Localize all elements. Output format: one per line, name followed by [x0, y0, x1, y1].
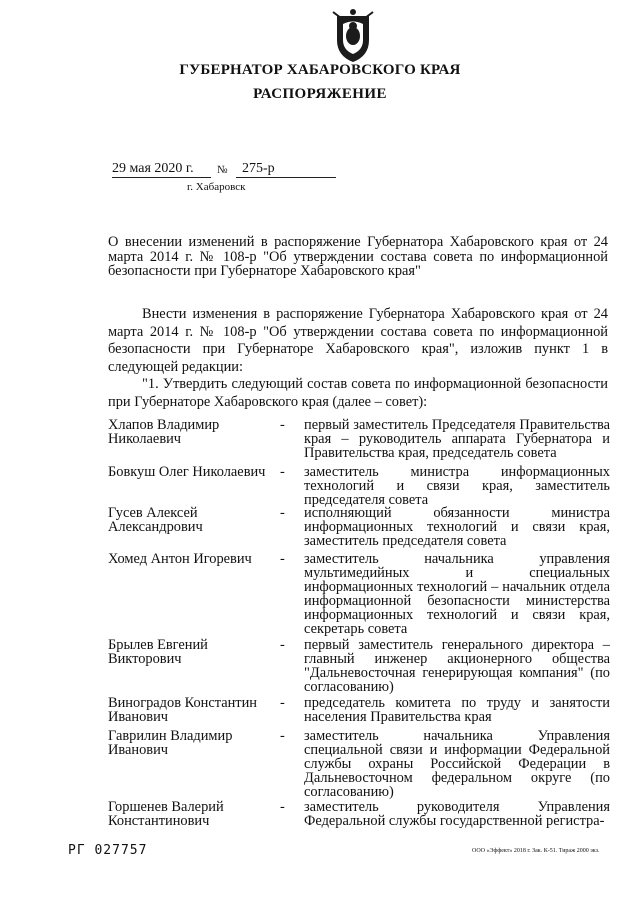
coat-of-arms-emblem	[323, 6, 383, 66]
member-dash: -	[280, 728, 285, 744]
document-subject: О внесении изменений в распоряжение Губернатора Хабаровского края от 24 марта 2014 г. № 108-р "Об утверждении состава совета по информационной безопасности при Губернаторе Хабаровского края"	[108, 234, 608, 279]
member-row	[108, 696, 616, 729]
member-row	[108, 729, 616, 800]
member-name: Брылев Евгений Викторович	[108, 637, 208, 667]
issuer-title: ГУБЕРНАТОР ХАБАРОВСКОГО КРАЯ	[179, 62, 461, 78]
member-name: Виноградов Константин Иванович	[108, 695, 258, 725]
member-name: Хлапов Владимир Николаевич	[108, 417, 220, 447]
number-sign: №	[217, 164, 228, 176]
member-row	[108, 638, 616, 696]
document-type: РАСПОРЯЖЕНИЕ	[253, 86, 387, 102]
document-number: 275-р	[236, 161, 336, 178]
member-name: Гаврилин Владимир Иванович	[108, 728, 233, 758]
member-dash: -	[280, 505, 285, 521]
document-city: г. Хабаровск	[187, 181, 246, 193]
member-position: первый заместитель генерального директора – главный инженер акционерного общества "Дальневосточная генерирующая компания" (по согласованию)	[304, 637, 610, 695]
document-date: 29 мая 2020 г.	[112, 161, 211, 178]
document-body	[108, 306, 608, 411]
form-serial-code: РГ 027757	[68, 843, 148, 858]
member-position: заместитель начальника управления мультимедийных и специальных информационных технологий – начальник отдела информационной безопасности министерства информационных технологий и связи края, секретарь совета	[304, 551, 610, 637]
body-paragraph-2: "1. Утвердить следующий состав совета по информационной безопасности при Губернаторе Хабаровского края (далее – совет):	[108, 376, 608, 410]
member-name: Хомед Антон Игоревич	[108, 551, 252, 567]
member-dash: -	[280, 695, 285, 711]
member-row	[108, 800, 616, 830]
member-position: председатель комитета по труду и занятости населения Правительства края	[304, 695, 610, 725]
member-position: заместитель министра информационных технологий и связи края, заместитель председателя совета	[304, 464, 610, 508]
member-row	[108, 465, 616, 506]
member-position: заместитель начальника Управления специальной связи и информации Федеральной службы охраны Российской Федерации в Дальневосточном федеральном округе (по согласованию)	[304, 728, 610, 800]
member-row	[108, 506, 616, 552]
member-position: исполняющий обязанности министра информационных технологий и связи края, заместитель председателя совета	[304, 505, 610, 549]
member-dash: -	[280, 417, 285, 433]
member-name: Бовкуш Олег Николаевич	[108, 464, 266, 480]
council-members-list	[108, 418, 616, 830]
member-name: Гусев Алексей Александрович	[108, 505, 203, 535]
member-position: первый заместитель Председателя Правительства края – руководитель аппарата Губернатора и Правительства края, председатель совета	[304, 417, 610, 461]
body-paragraph-1: Внести изменения в распоряжение Губернатора Хабаровского края от 24 марта 2014 г. № 108-р "Об утверждении состава совета по информационной безопасности при Губернаторе Хабаровского края", изложив пункт 1 в следующей редакции:	[108, 306, 608, 375]
member-row	[108, 418, 616, 465]
member-name: Горшенев Валерий Константинович	[108, 799, 224, 829]
member-position: заместитель руководителя Управления Федеральной службы государственной регистра-	[304, 799, 610, 829]
printer-imprint: ООО «Эффект» 2018 г. Зак. К-51. Тираж 2000 экз.	[472, 848, 600, 854]
member-dash: -	[280, 799, 285, 815]
member-dash: -	[280, 464, 285, 480]
member-dash: -	[280, 551, 285, 567]
member-row	[108, 552, 616, 638]
member-dash: -	[280, 637, 285, 653]
